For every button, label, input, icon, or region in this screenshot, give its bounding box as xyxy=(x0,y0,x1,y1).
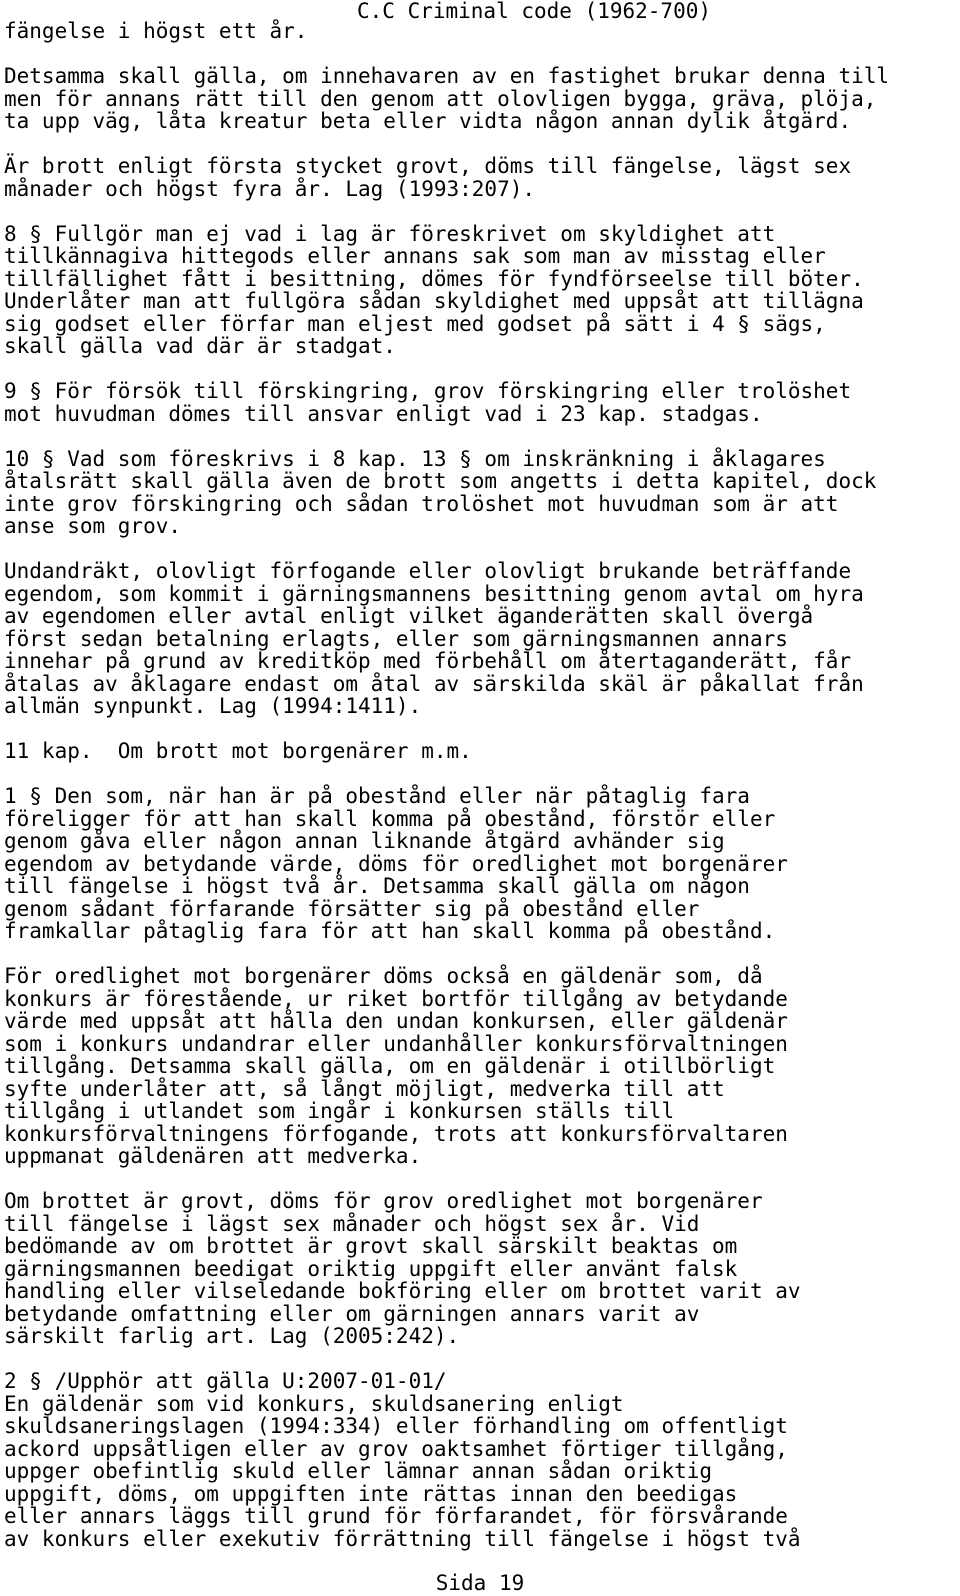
text-line: gärningsmannen beedigat oriktig uppgift eller använt falsk xyxy=(4,1256,738,1281)
text-line: sig godset eller förfar man eljest med godset på sätt i 4 § sägs, xyxy=(4,311,826,336)
text-line: En gäldenär som vid konkurs, skuldsanering enligt xyxy=(4,1391,624,1416)
text-line: handling eller vilseledande bokföring eller om brottet varit av xyxy=(4,1279,801,1303)
text-line: bedömande av om brottet är grovt skall särskilt beaktas om xyxy=(4,1234,738,1258)
text-line: skall gälla vad där är stadgat. xyxy=(4,334,396,358)
paragraph xyxy=(4,965,956,1168)
text-line: inte grov förskingring och sådan trolöshet mot huvudman som är att xyxy=(4,491,839,516)
text-line: uppger obefintlig skuld eller lämnar annan sådan oriktig xyxy=(4,1459,713,1483)
text-line: tillfällighet fått i besittning, dömes för fyndförseelse till böter. xyxy=(4,266,864,291)
text-line: som i konkurs undandrar eller undanhåller konkursförvaltningen xyxy=(4,1031,788,1056)
paragraph xyxy=(4,380,956,425)
text-line: 9 § För försök till förskingring, grov förskingring eller trolöshet xyxy=(4,379,852,403)
paragraph xyxy=(4,155,956,200)
text-line: 8 § Fullgör man ej vad i lag är föreskrivet om skyldighet att xyxy=(4,221,776,246)
text-line: framkallar påtaglig fara för att han skall komma på obestånd. xyxy=(4,919,776,943)
text-line: av konkurs eller exekutiv förrättning till fängelse i högst två xyxy=(4,1526,801,1551)
text-line: konkurs är förestående, ur riket bortför tillgång av betydande xyxy=(4,986,788,1011)
text-line: tillgång i utlandet som ingår i konkursen ställs till xyxy=(4,1099,675,1123)
text-line: värde med uppsåt att hålla den undan konkursen, eller gäldenär xyxy=(4,1009,788,1033)
text-line: åtalas av åklagare endast om åtal av särskilda skäl är påkallat från xyxy=(4,671,864,696)
paragraph xyxy=(4,65,956,133)
paragraph xyxy=(4,1190,956,1348)
text-line: Är brott enligt första stycket grovt, döms till fängelse, lägst sex xyxy=(4,154,852,178)
paragraph xyxy=(4,448,956,538)
page-number: Sida 19 xyxy=(435,1571,525,1595)
text-line: tillkännagiva hittegods eller annans sak som man av misstag eller xyxy=(4,244,826,268)
text-line: Om brottet är grovt, döms för grov oredlighet mot borgenärer xyxy=(4,1189,763,1213)
text-line: ackord uppsåtligen eller av grov oaktsamhet förtiger tillgång, xyxy=(4,1436,788,1461)
paragraph xyxy=(4,740,956,763)
text-line: innehar på grund av kreditköp med förbehåll om återtaganderätt, får xyxy=(4,649,852,673)
text-line: skuldsaneringslagen (1994:334) eller förhandling om offentligt xyxy=(4,1414,788,1438)
text-line: mot huvudman dömes till ansvar enligt vad i 23 kap. stadgas. xyxy=(4,401,763,426)
paragraph xyxy=(4,223,956,358)
text-line: 1 § Den som, när han är på obestånd eller när påtaglig fara xyxy=(4,784,750,808)
text-line: 2 § /Upphör att gälla U:2007-01-01/ xyxy=(4,1369,447,1393)
text-line: Underlåter man att fullgöra sådan skyldighet med uppsåt att tillägna xyxy=(4,289,864,313)
text-line: egendom av betydande värde, döms för oredlighet mot borgenärer xyxy=(4,851,788,876)
text-line: egendom, som kommit i gärningsmannens besittning genom avtal om hyra xyxy=(4,581,864,606)
paragraph xyxy=(4,785,956,943)
text-line: genom sådant förfarande försätter sig på obestånd eller xyxy=(4,896,700,921)
text-line: konkursförvaltningens förfogande, trots att konkursförvaltaren xyxy=(4,1121,788,1146)
text-line: allmän synpunkt. Lag (1994:1411). xyxy=(4,694,422,718)
text-line: syfte underlåter att, så långt möjligt, medverka till att xyxy=(4,1076,725,1101)
document-header-title: C.C Criminal code (1962-700) xyxy=(357,0,712,23)
text-line: För oredlighet mot borgenärer döms också en gäldenär som, då xyxy=(4,964,763,988)
text-line: Undandräkt, olovligt förfogande eller olovligt brukande beträffande xyxy=(4,559,852,583)
text-line: månader och högst fyra år. Lag (1993:207). xyxy=(4,176,536,201)
text-line: men för annans rätt till den genom att olovligen bygga, gräva, plöja, xyxy=(4,86,877,111)
document-body xyxy=(4,20,956,1573)
text-line: betydande omfattning eller om gärningen annars varit av xyxy=(4,1301,700,1326)
text-line: av egendomen eller avtal enligt vilket äganderätten skall övergå xyxy=(4,604,814,628)
text-line: till fängelse i lägst sex månader och högst sex år. Vid xyxy=(4,1211,700,1236)
text-line: tillgång. Detsamma skall gälla, om en gäldenär i otillbörligt xyxy=(4,1054,776,1078)
text-line: ta upp väg, låta kreatur beta eller vidta någon annan dylik åtgärd. xyxy=(4,109,852,133)
text-line: föreligger för att han skall komma på obestånd, förstör eller xyxy=(4,806,776,831)
text-line: eller annars läggs till grund för förfarandet, för försvårande xyxy=(4,1504,788,1528)
text-line: fängelse i högst ett år. xyxy=(4,19,308,43)
text-line: åtalsrätt skall gälla även de brott som angetts i detta kapitel, dock xyxy=(4,469,877,493)
paragraph xyxy=(4,1370,956,1550)
text-line: genom gåva eller någon annan liknande åtgärd avhänder sig xyxy=(4,829,725,853)
paragraph xyxy=(4,560,956,718)
text-line: till fängelse i högst två år. Detsamma skall gälla om någon xyxy=(4,874,750,898)
text-line: 11 kap. Om brott mot borgenärer m.m. xyxy=(4,739,472,763)
text-line: anse som grov. xyxy=(4,514,182,538)
text-line: särskilt farlig art. Lag (2005:242). xyxy=(4,1324,460,1348)
text-line: uppmanat gäldenären att medverka. xyxy=(4,1144,422,1168)
paragraph xyxy=(4,20,956,43)
text-line: uppgift, döms, om uppgiften inte rättas innan den beedigas xyxy=(4,1481,738,1506)
text-line: 10 § Vad som föreskrivs i 8 kap. 13 § om inskränkning i åklagares xyxy=(4,446,826,471)
text-line: Detsamma skall gälla, om innehavaren av en fastighet brukar denna till xyxy=(4,64,890,88)
text-line: först sedan betalning erlagts, eller som gärningsmannen annars xyxy=(4,626,788,651)
